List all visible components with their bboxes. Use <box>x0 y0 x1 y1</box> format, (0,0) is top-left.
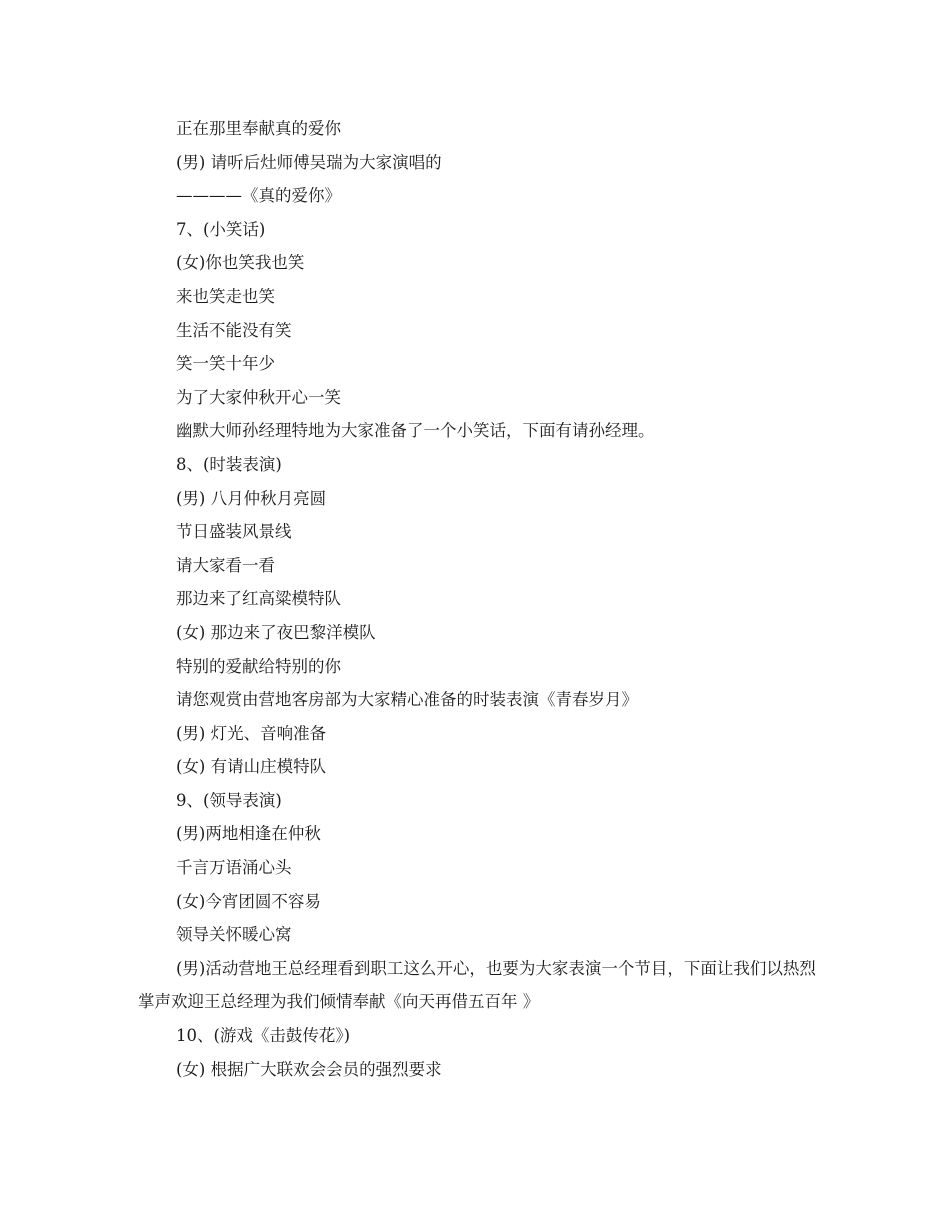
text-line: (男) 灯光、音响准备 <box>176 723 327 743</box>
text-line: 正在那里奉献真的爱你 <box>176 119 341 138</box>
text-line: 领导关怀暖心窝 <box>176 925 292 945</box>
section-heading: 10、(游戏《击鼓传花》) <box>176 1026 351 1046</box>
text-line: (女) 根据广大联欢会会员的强烈要求 <box>176 1059 442 1079</box>
section-heading: 9、(领导表演) <box>176 790 282 810</box>
text-line: (男) 八月仲秋月亮圆 <box>176 488 327 508</box>
document-body <box>138 112 828 1086</box>
section-heading: 7、(小笑话) <box>176 219 266 239</box>
text-line: (女) 有请山庄模特队 <box>176 757 327 777</box>
section-heading: 8、(时装表演) <box>176 454 282 474</box>
text-line: (女) 那边来了夜巴黎洋模队 <box>176 622 376 642</box>
text-line: 请您观赏由营地客房部为大家精心准备的时装表演《青春岁月》 <box>176 690 638 710</box>
text-line: (女)你也笑我也笑 <box>176 253 305 273</box>
text-line: ————《真的爱你》 <box>176 186 341 206</box>
text-paragraph: (男)活动营地王总经理看到职工这么开心，也要为大家表演一个节目，下面让我们以热烈掌声欢迎王总经理为我们倾情奉献《向天再借五百年 》 <box>138 958 816 1012</box>
text-line: 生活不能没有笑 <box>176 320 292 340</box>
text-line: 来也笑走也笑 <box>176 286 275 306</box>
text-line: 请大家看一看 <box>176 555 275 575</box>
text-line: 幽默大师孙经理特地为大家准备了一个小笑话，下面有请孙经理。 <box>176 421 655 441</box>
text-line: 那边来了红高粱模特队 <box>176 589 341 609</box>
text-line: 节日盛装风景线 <box>176 522 292 542</box>
text-line: 千言万语涌心头 <box>176 858 292 878</box>
text-line: 特别的爱献给特别的你 <box>176 656 341 676</box>
text-line: (男)两地相逢在仲秋 <box>176 824 321 844</box>
text-line: 为了大家仲秋开心一笑 <box>176 387 341 407</box>
text-line: (男) 请听后灶师傅吴瑞为大家演唱的 <box>176 152 442 172</box>
text-line: 笑一笑十年少 <box>176 354 275 374</box>
text-line: (女)今宵团圆不容易 <box>176 891 321 911</box>
